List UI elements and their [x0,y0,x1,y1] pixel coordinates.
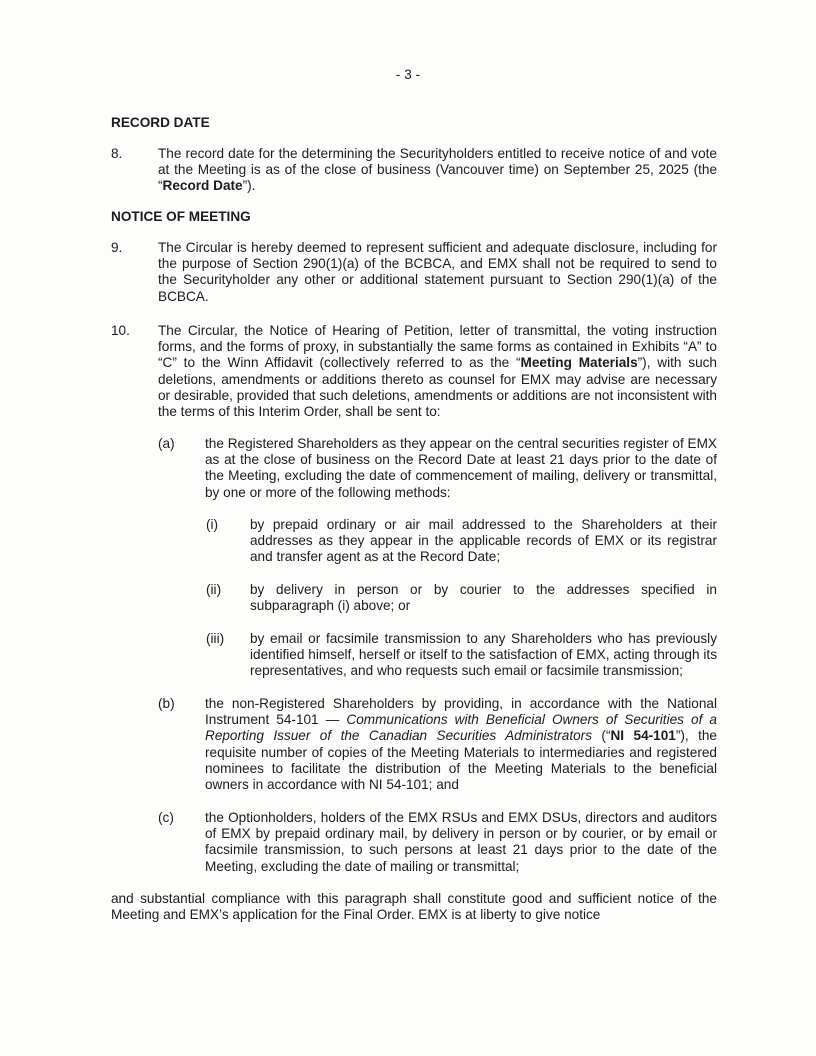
paragraph-text: The Circular, the Notice of Hearing of Petition, letter of transmittal, the voting instruction forms, and the forms of proxy, in substantially the same forms as contained in Exhibits “A” to “C” to the Winn Affidavit (collectively referred to as the “Meeting Materials”), with such deletions, amendments or additions thereto as counsel for EMX may advise are necessary or desirable, provided that such deletions, amendments or additions are not inconsistent with the terms of this Interim Order, shall be sent to: [158,323,717,420]
subparagraph-number: (iii) [206,631,225,646]
heading-record-date: RECORD DATE [111,115,210,130]
subparagraph-number: (i) [206,517,219,532]
paragraph-number: 9. [111,240,123,255]
paragraph-text: The Circular is hereby deemed to represent sufficient and adequate disclosure, including for the purpose of Section 290(1)(a) of the BCBCA, and EMX shall not be required to send to the Securityholder any other or additional statement pursuant to Section 290(1)(a) of the BCBCA. [158,240,717,304]
subparagraph-number: (ii) [206,582,222,597]
paragraph-number: 10. [111,323,130,338]
page-number: - 3 - [395,67,421,82]
subparagraph-text: the non-Registered Shareholders by providing, in accordance with the National Instrument 54-101 — Communications with Beneficial Owners of Securities of a Reporting Issuer of the Canadian Securities Administrators (“NI 54-101”), the requisite number of copies of the Meeting Materials to intermediaries and registered nominees to facilitate the distribution of the Meeting Materials to the beneficial owners in accordance with NI 54-101; and [205,696,717,793]
defined-term: NI 54-101 [610,728,676,744]
subparagraph-text: by delivery in person or by courier to the addresses specified in subparagraph (i) above; or [250,582,717,614]
paragraph-number: 8. [111,146,123,161]
defined-term: Meeting Materials [520,355,638,371]
closing-paragraph: and substantial compliance with this paragraph shall constitute good and sufficient notice of the Meeting and EMX’s application for the Final Order. EMX is at liberty to give notice [111,891,717,923]
subparagraph-text: by prepaid ordinary or air mail addressed to the Shareholders at their addresses as they appear in the applicable records of EMX or its registrar and transfer agent as at the Record Date; [250,517,717,565]
subparagraph-text: by email or facsimile transmission to any Shareholders who has previously identified himself, herself or itself to the satisfaction of EMX, acting through its representatives, and who requests such email or facsimile transmission; [250,631,717,679]
instrument-title: Communications with Beneficial Owners of Securities of a Reporting Issuer of the Canadian Securities Administrators [205,712,717,744]
subparagraph-text: the Optionholders, holders of the EMX RSUs and EMX DSUs, directors and auditors of EMX by prepaid ordinary mail, by delivery in person or by courier, or by email or facsimile transmission, to such persons at least 21 days prior to the date of the Meeting, excluding the date of mailing or transmittal; [205,810,717,874]
defined-term: Record Date [162,178,243,194]
heading-notice-of-meeting: NOTICE OF MEETING [111,209,251,224]
subparagraph-number: (a) [158,436,175,451]
subparagraph-number: (b) [158,696,175,711]
subparagraph-text: the Registered Shareholders as they appear on the central securities register of EMX as at the close of business on the Record Date at least 21 days prior to the date of the Meeting, excluding the date of commencement of mailing, delivery or transmittal, by one or more of the following methods: [205,436,717,500]
subparagraph-number: (c) [158,810,174,825]
paragraph-text: The record date for the determining the Securityholders entitled to receive notice of and vote at the Meeting is as of the close of business (Vancouver time) on September 25, 2025 (the “Record Date”). [158,146,717,194]
